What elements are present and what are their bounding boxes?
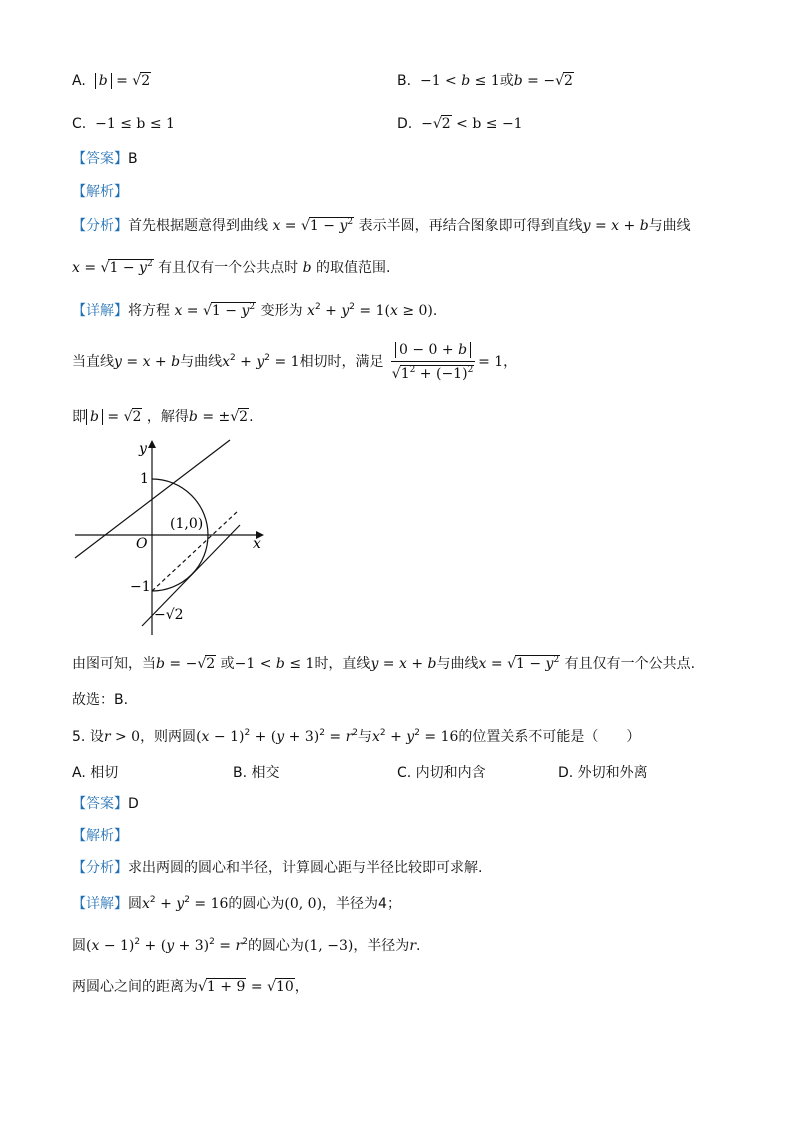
- q5-detail-2: 圆$(x - 1)^2 + (y + 3)^2 = r^2$的圆心为(1, −3)，半径为r.: [72, 937, 421, 954]
- q5-option-a: A. 相切: [72, 765, 119, 781]
- q5-stem: 5. 设r > 0，则两圆$(x - 1)^2 + (y + 3)^2 = r^2$与$x^2 + y^2 = 16$的位置关系不可能是（ ）: [72, 728, 641, 745]
- x-axis-label: x: [253, 536, 261, 552]
- q4-choose: 故选：B.: [72, 692, 129, 708]
- point-label: (1,0): [170, 516, 204, 532]
- q4-fenxi-line1: 【分析】首先根据题意得到曲线 $x = √1 - y^2$ 表示半圆，再结合图象即可得到直线y = x + b与曲线: [72, 217, 691, 234]
- option-a: A. b = √2: [72, 73, 151, 89]
- q4-conclusion: 由图可知，当b = −√2 或−1 < b ≤ 1时，直线y = x + b与曲线$x = √1 - y^2$ 有且仅有一个公共点.: [72, 655, 696, 672]
- q4-analysis-tag: 【解析】: [72, 184, 128, 200]
- y-axis-arrow-icon: [148, 440, 156, 448]
- q5-detail-1: 【详解】圆$x^2 + y^2 = 16$的圆心为(0, 0)，半径为4；: [72, 895, 401, 912]
- q5-distance: 两圆心之间的距离为√1 + 9 = √10，: [72, 979, 309, 995]
- y-axis-label: y: [139, 441, 147, 457]
- q4-tangent: 当直线y = x + b与曲线$x^2 + y^2 = 1$相切时，满足 $\frac{0 - 0 + b}{√1^2 + (-1)^2}$ = 1，: [72, 341, 518, 382]
- q5-option-c: C. 内切和内含: [397, 765, 486, 781]
- q5-fenxi: 【分析】求出两圆的圆心和半径，计算圆心距与半径比较即可求解.: [72, 860, 483, 876]
- one-label: 1: [140, 471, 149, 487]
- q5-option-b: B. 相交: [233, 765, 280, 781]
- neg-sqrt2-label: −√2: [154, 607, 184, 623]
- q4-fenxi-line2: $x = √1 - y^2$ 有且仅有一个公共点时 b 的取值范围.: [72, 259, 391, 276]
- neg-one-label: −1: [130, 579, 151, 595]
- q5-analysis-tag: 【解析】: [72, 828, 128, 844]
- q5-option-d: D. 外切和外离: [558, 765, 648, 781]
- q5-answer: 【答案】D: [72, 796, 139, 812]
- option-d: D. −√2 < b ≤ −1: [397, 116, 523, 132]
- option-c: C. −1 ≤ b ≤ 1: [72, 116, 175, 132]
- q4-detail: 【详解】将方程 $x = √1 - y^2$ 变形为 $x^2 + y^2 = 1(x \ge 0)$.: [72, 302, 438, 319]
- q4-answer: 【答案】B: [72, 151, 138, 167]
- semicircle-graph: [70, 435, 270, 640]
- q4-solve: 即 b = √2 ，解得b = ±√2.: [72, 409, 254, 425]
- option-b: B. −1 < b ≤ 1或b = −√2: [397, 73, 573, 89]
- origin-label: O: [136, 536, 148, 552]
